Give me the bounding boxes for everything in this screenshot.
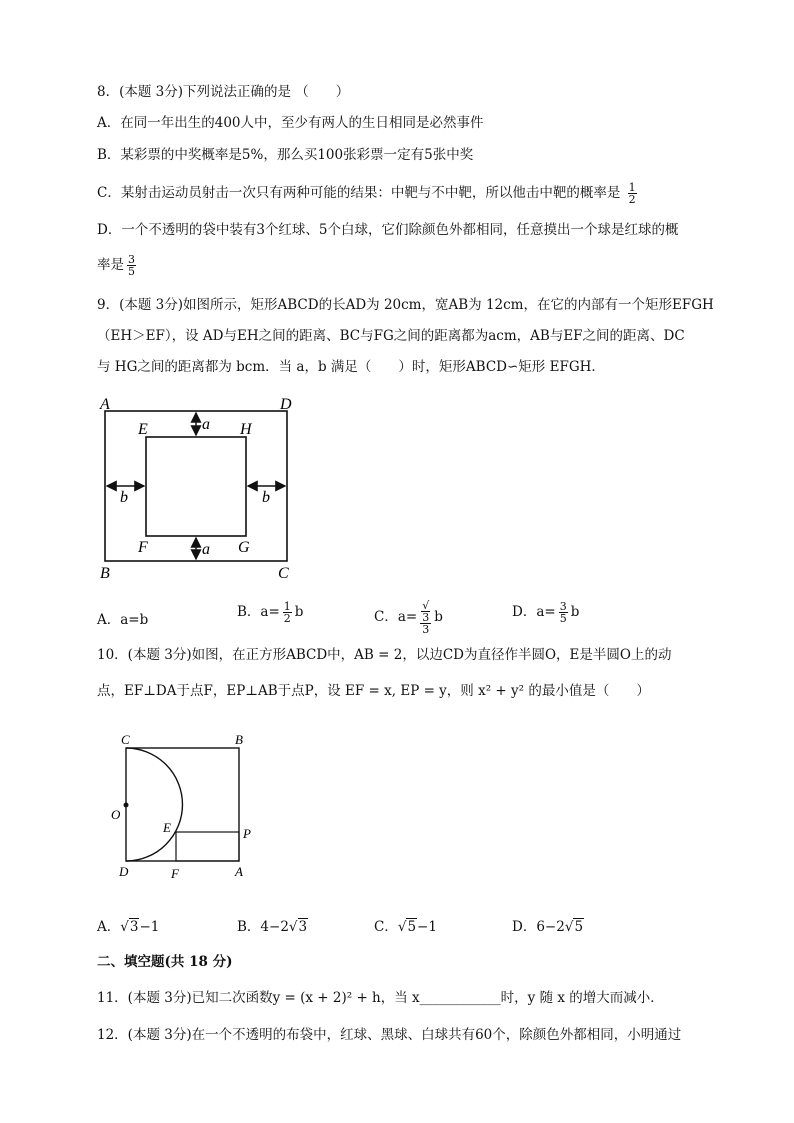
q9-stem-line1: 9．(本题 3分)如图所示，矩形ABCD的长AD为 20cm，宽AB为 12cm，在它的内部有一个矩形EFGH — [97, 297, 714, 313]
q9-stem-line3: 与 HG之间的距离都为 bcm．当 a，b 满足（ ）时，矩形ABCD∽矩形 EFGH． — [97, 359, 605, 375]
label-a-vertex: A — [100, 396, 110, 413]
label-b: B — [235, 732, 243, 747]
q10-stem-line2: 点，EF⊥DA于点F，EP⊥AB于点P，设 EF = x, EP = y，则 x² + y² 的最小值是（ ） — [97, 683, 650, 699]
q9-option-d: D．a= $\frac{3}{5}$ b — [512, 600, 580, 625]
q10-stem-line1: 10．(本题 3分)如图，在正方形ABCD中，AB = 2，以边CD为直径作半圆O，E是半圆O上的动 — [97, 647, 672, 663]
label-c: C — [121, 732, 130, 747]
q9-option-a: A．a=b — [97, 612, 149, 628]
q12-stem: 12．(本题 3分)在一个不透明的布袋中，红球、黑球、白球共有60个，除颜色外都相同，小明通过 — [97, 1027, 682, 1043]
label-f: F — [171, 866, 179, 881]
q8-option-c — [97, 182, 640, 205]
q10-option-a: A．√3−1 — [97, 919, 160, 935]
q10-option-b: B．4−2√3 — [237, 919, 308, 935]
q8-option-b: B．某彩票的中奖概率是5%，那么买100张彩票一定有5张中奖 — [97, 147, 474, 163]
label-o: O — [111, 807, 121, 822]
label-p: P — [243, 826, 251, 841]
label-b-vertex: B — [100, 565, 110, 582]
inner-rect-efgh — [146, 437, 246, 536]
label-a: A — [235, 864, 243, 879]
q8-option-d-fraction: $\frac{3}{5}$ — [128, 253, 135, 278]
label-h-vertex: H — [240, 421, 252, 438]
q11-stem: 11．(本题 3分)已知二次函数y = (x + 2)² + h，当 x____________时，y 随 x 的增大而减小． — [97, 990, 664, 1006]
q8-option-d: D．一个不透明的袋中装有3个红球、5个白球，它们除颜色外都相同，任意摸出一个球是红球的概 — [97, 222, 679, 238]
label-b-right: b — [262, 489, 270, 506]
label-e: E — [163, 820, 171, 835]
q10-option-c: C．√5−1 — [374, 919, 437, 935]
q8-option-c-fraction: $\frac{1}{2}$ — [628, 181, 636, 206]
q9-option-c: C．a= √ 3 3 b — [374, 599, 443, 636]
q8-option-a: A．在同一年出生的400人中，至少有两人的生日相同是必然事件 — [97, 115, 484, 131]
q10-figure-square — [105, 728, 265, 888]
q8-stem: 8．(本题 3分)下列说法正确的是 （ ） — [97, 84, 350, 100]
q8-option-d-cont: 率是 $\frac{3}{5}$ — [97, 253, 135, 278]
label-f-vertex: F — [138, 539, 148, 556]
q10-option-d: D．6−2√5 — [512, 919, 584, 935]
label-g-vertex: G — [238, 539, 250, 556]
q9-figure-rectangles — [90, 390, 310, 590]
label-a-top: a — [202, 416, 210, 433]
label-e-vertex: E — [138, 421, 148, 438]
semicircle-o — [126, 748, 182, 861]
label-d: D — [119, 864, 129, 879]
center-point-o — [124, 803, 129, 808]
label-b-left: b — [120, 489, 128, 506]
label-c-vertex: C — [278, 565, 289, 582]
label-d-vertex: D — [280, 396, 292, 413]
label-a-bottom: a — [202, 541, 210, 558]
rect-efap — [176, 832, 239, 861]
q8-option-c-text: C．某射击运动员射击一次只有两种可能的结果：中靶与不中靶，所以他击中靶的概率是 — [97, 185, 621, 201]
q9-option-b: B．a= $\frac{1}{2}$ b — [237, 600, 304, 625]
q9-stem-line2: （EH＞EF），设 AD与EH之间的距离、BC与FG之间的距离都为acm，AB与EF之间的距离、DC — [97, 328, 685, 344]
section-heading-fill-in: 二、填空题(共 18 分) — [97, 954, 233, 970]
